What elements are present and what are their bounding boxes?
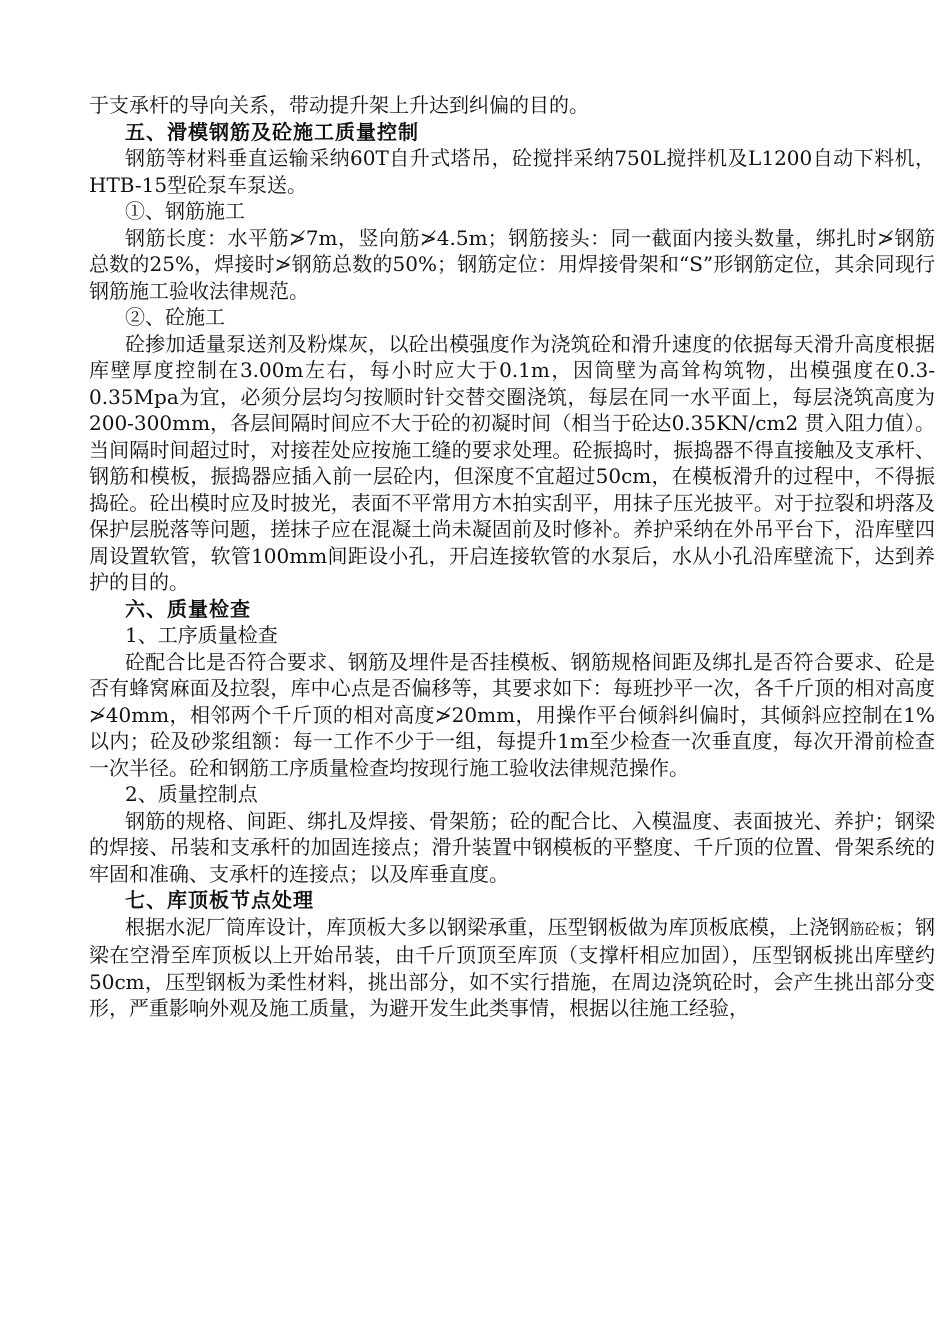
heading-section-5: 五、滑模钢筋及砼施工质量控制: [125, 119, 419, 144]
roof-slab-text-part2: ；钢梁在空滑至库顶板以上开始吊装，由千斤顶顶至库顶（支撑杆相应加固），压型钢板挑出库壁约50cm，压型钢板为柔性材料，挑出部分，如不实行措施，在周边浇筑砼时，会产生挑出部分变形，严重影响外观及施工质量，为避开发生此类事情，根据以往施工经验，: [89, 914, 935, 1020]
subheading-concrete: ②、砼施工: [125, 305, 225, 329]
heading-section-6: 六、质量检查: [125, 596, 251, 621]
paragraph-control-points: 钢筋的规格、间距、绑扎及焊接、骨架筋；砼的配合比、入模温度、表面披光、养护；钢梁的焊接、吊装和支承杆的加固连接点；滑升装置中钢模板的平整度、千斤顶的位置、骨架系统的牢固和准确、支承杆的连接点；以及库垂直度。: [89, 808, 935, 886]
paragraph-rebar: 钢筋长度：水平筋≯7m，竖向筋≯4.5m；钢筋接头：同一截面内接头数量，绑扎时≯钢筋总数的25%，焊接时≯钢筋总数的50%；钢筋定位：用焊接骨架和“S”形钢筋定位，其余同现行钢筋施工验收法律规范。: [89, 225, 935, 303]
heading-section-7: 七、库顶板节点处理: [125, 888, 314, 912]
document-page: [89, 92, 935, 1022]
paragraph-concrete: 砼掺加适量泵送剂及粉煤灰，以砼出模强度作为浇筑砼和滑升速度的依据每天滑升高度根据库壁厚度控制在3.00m左右，每小时应大于0.1m，因筒壁为高耸构筑物，出模强度在0.3-0.35Mpa为宜，必须分层均匀按顺时针交替交圈浇筑，每层在同一水平面上，每层浇筑高度为200-300mm，各层间隔时间应不大于砼的初凝时间（相当于砼达0.35KN/cm2 贯入阻力值）。当间隔时间超过时，对接茬处应按施工缝的要求处理。砼振捣时，振捣器不得直接触及支承杆、钢筋和模板，振捣器应插入前一层砼内，但深度不宜超过50cm，在模板滑升的过程中，不得振捣砼。砼出模时应及时披光，表面不平常用方木拍实刮平，用抹子压光披平。对于拉裂和坍落及保护层脱落等问题，搓抹子应在混凝土尚未凝固前及时修补。养护采纳在外吊平台下，沿库壁四周设置软管，软管100mm间距设小孔，开启连接软管的水泵后，水从小孔沿库壁流下，达到养护的目的。: [89, 331, 935, 594]
subheading-rebar: ①、钢筋施工: [125, 199, 245, 223]
paragraph-transport: 钢筋等材料垂直运输采纳60T自升式塔吊，砼搅拌采纳750L搅拌机及L1200自动下料机，HTB-15型砼泵车泵送。: [89, 146, 935, 197]
paragraph-roof-slab: [89, 914, 935, 1022]
subheading-process-check: 1、工序质量检查: [125, 623, 278, 647]
subheading-control-points: 2、质量控制点: [125, 782, 258, 806]
roof-slab-text-small: 筋砼板: [849, 919, 895, 938]
paragraph-continued: 于支承杆的导向关系，带动提升架上升达到纠偏的目的。: [89, 93, 589, 117]
roof-slab-text-part1: 根据水泥厂筒库设计，库顶板大多以钢梁承重，压型钢板做为库顶板底模，上浇钢: [125, 914, 850, 939]
paragraph-process-check: 砼配合比是否符合要求、钢筋及埋件是否挂模板、钢筋规格间距及绑扎是否符合要求、砼是否有蜂窝麻面及拉裂，库中心点是否偏移等，其要求如下：每班抄平一次，各千斤顶的相对高度≯40mm，相邻两个千斤顶的相对高度≯20mm，用操作平台倾斜纠偏时，其倾斜应控制在1%以内；砼及砂浆组额：每一工作不少于一组，每提升1m至少检查一次垂直度，每次开滑前检查一次半径。砼和钢筋工序质量检查均按现行施工验收法律规范操作。: [89, 649, 935, 780]
